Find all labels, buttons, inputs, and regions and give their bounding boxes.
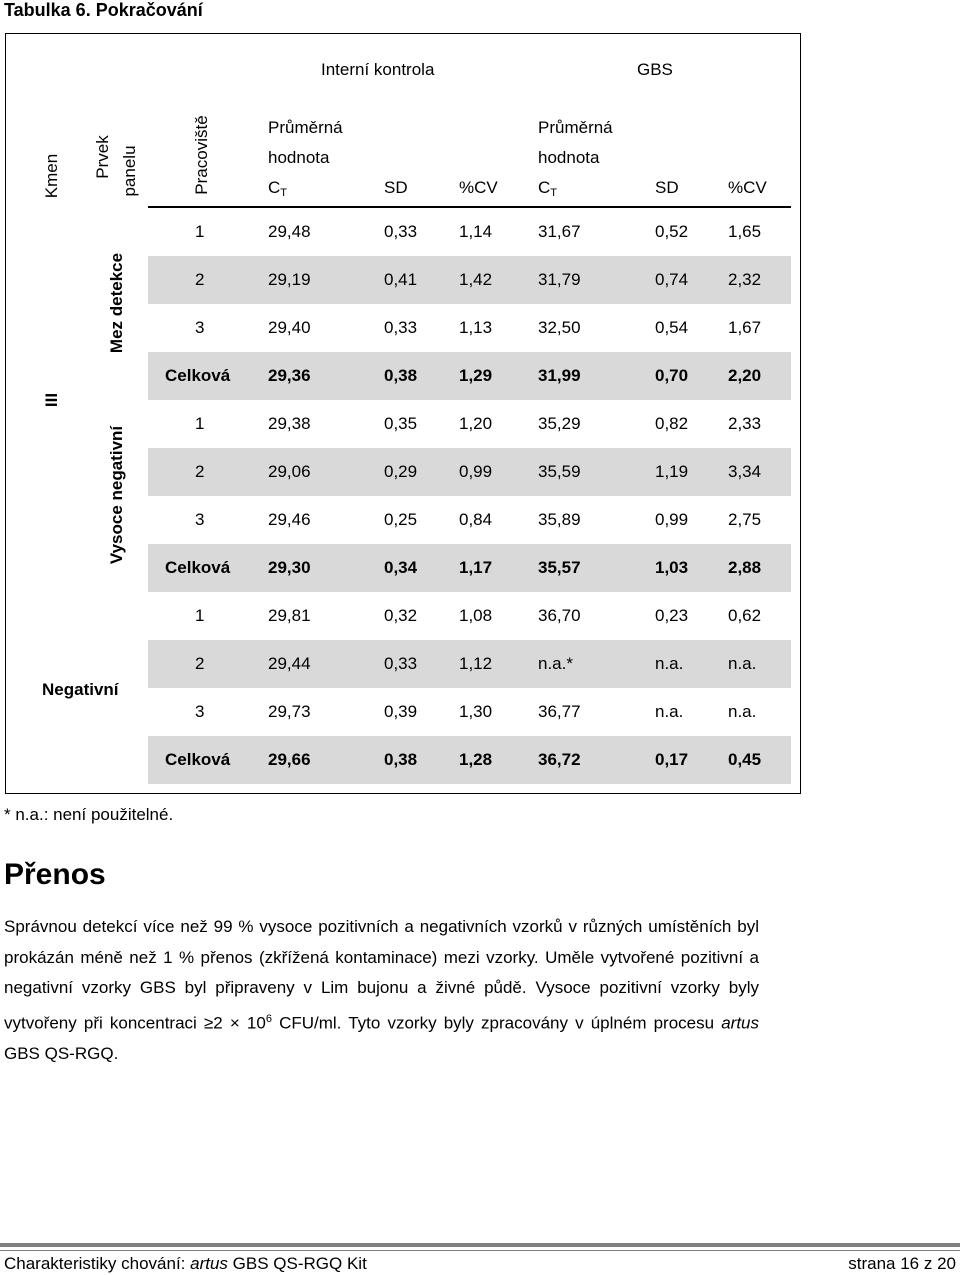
ic-cv-cell: 1,20 <box>459 414 493 433</box>
gbs-ct-cell: 36,77 <box>538 702 581 721</box>
gbs-ct-cell: 31,79 <box>538 270 581 289</box>
ic-cv-cell: 1,30 <box>459 702 493 721</box>
site-cell: 1 <box>195 606 205 625</box>
ic-sd-cell: 0,34 <box>384 558 418 577</box>
ic-ct-cell: 29,36 <box>268 366 311 385</box>
gbs-ct-cell: 36,70 <box>538 606 581 625</box>
gbs-sd-cell: 0,54 <box>655 318 689 337</box>
ic-cv-cell: 1,28 <box>459 750 493 769</box>
site-cell: 1 <box>195 414 205 433</box>
ic-cv-cell: 0,99 <box>459 462 493 481</box>
site-cell: 2 <box>195 270 205 289</box>
table-row <box>148 304 791 352</box>
ic-ct-cell: 29,38 <box>268 414 311 433</box>
ic-cv-cell: 1,42 <box>459 270 493 289</box>
gbs-avg-label-2: hodnota <box>538 148 600 167</box>
footer-rule-thin <box>0 1250 960 1251</box>
site-cell: 2 <box>195 462 205 481</box>
gbs-cv-cell: n.a. <box>728 654 757 673</box>
table-row <box>148 688 791 736</box>
gbs-ct-cell: 35,89 <box>538 510 581 529</box>
site-cell: 3 <box>195 510 205 529</box>
ic-sd-cell: 0,39 <box>384 702 418 721</box>
site-cell: 3 <box>195 702 205 721</box>
gbs-cv-cell: 0,45 <box>728 750 762 769</box>
panel-label-mez-detekce: Mez detekce <box>107 252 126 354</box>
ic-cv-cell: 1,14 <box>459 222 493 241</box>
site-cell: Celková <box>165 558 231 577</box>
site-cell: Celková <box>165 366 231 385</box>
col-header-prvek: Prvek <box>93 135 112 179</box>
table-row <box>148 496 791 544</box>
ic-sd-cell: 0,35 <box>384 414 418 433</box>
ic-sd-cell: 0,25 <box>384 510 418 529</box>
table-caption: Tabulka 6. Pokračování <box>4 0 203 20</box>
gbs-cv-cell: 2,20 <box>728 366 762 385</box>
gbs-sd-cell: 1,03 <box>655 558 689 577</box>
col-header-pracoviste: Pracoviště <box>192 115 211 195</box>
gbs-ct-cell: n.a.* <box>538 654 573 673</box>
panel-label-negativni: Negativní <box>42 680 119 699</box>
ic-sd-cell: 0,41 <box>384 270 418 289</box>
gbs-cv-cell: 0,62 <box>728 606 762 625</box>
table-row-total <box>148 736 791 784</box>
ic-cv-cell: 1,12 <box>459 654 493 673</box>
gbs-cv-header: %CV <box>728 178 767 197</box>
ic-cv-header: %CV <box>459 178 498 197</box>
gbs-ct-header: $C_T$ <box>538 178 558 199</box>
gbs-cv-cell: 1,65 <box>728 222 762 241</box>
ic-cv-cell: 1,29 <box>459 366 493 385</box>
ic-sd-cell: 0,33 <box>384 222 418 241</box>
group-header-gbs: GBS <box>637 60 673 79</box>
footer-rule <box>0 1243 960 1247</box>
gbs-sd-cell: 0,70 <box>655 366 689 385</box>
gbs-avg-label-1: Průměrná <box>538 118 613 137</box>
gbs-cv-cell: 2,33 <box>728 414 762 433</box>
gbs-sd-cell: 0,52 <box>655 222 689 241</box>
gbs-sd-cell: 1,19 <box>655 462 689 481</box>
table-row <box>148 208 791 256</box>
section-heading: Přenos <box>4 858 106 891</box>
section-paragraph: Správnou detekcí více než 99 % vysoce pozitivních a negativních vzorků v různých umístěních byl prokázán méně než 1 % přenos (zkřížená kontaminace) mezi vzorky. Uměle vytvořené pozitivní a negativní vzorky GBS byl připraveny v Lim bujonu a živné půdě. Vysoce pozitivní vzorky byly vytvořeny při koncentraci $\ge 2 \times 10^6$ CFU/ml. Tyto vzorky byly zpracovány v úplném procesu artus GBS QS-RGQ. <box>4 917 760 1063</box>
footer-title: Charakteristiky chování: artus GBS QS-RGQ Kit <box>4 1254 367 1273</box>
gbs-ct-cell: 36,72 <box>538 750 581 769</box>
gbs-ct-cell: 35,57 <box>538 558 581 577</box>
site-cell: 1 <box>195 222 205 241</box>
ic-sd-header: SD <box>384 178 408 197</box>
ic-sd-cell: 0,29 <box>384 462 418 481</box>
table-footnote: * n.a.: není použitelné. <box>4 805 174 824</box>
table-row <box>148 256 791 304</box>
gbs-sd-cell: n.a. <box>655 702 684 721</box>
page-number: strana 16 z 20 <box>848 1254 956 1273</box>
ic-sd-cell: 0,32 <box>384 606 418 625</box>
ic-ct-cell: 29,06 <box>268 462 311 481</box>
col-header-panelu: panelu <box>120 145 139 197</box>
gbs-ct-cell: 32,50 <box>538 318 581 337</box>
gbs-cv-cell: 2,88 <box>728 558 762 577</box>
ic-ct-cell: 29,46 <box>268 510 311 529</box>
gbs-ct-cell: 35,59 <box>538 462 581 481</box>
gbs-sd-cell: n.a. <box>655 654 684 673</box>
ic-sd-cell: 0,38 <box>384 366 418 385</box>
table-row <box>148 640 791 688</box>
gbs-cv-cell: 1,67 <box>728 318 762 337</box>
ic-sd-cell: 0,33 <box>384 318 418 337</box>
ic-ct-header: $C_T$ <box>268 178 288 199</box>
panel-label-vysoce-negativni: Vysoce negativní <box>107 425 126 565</box>
gbs-cv-cell: 3,34 <box>728 462 762 481</box>
table-row <box>148 592 791 640</box>
gbs-sd-header: SD <box>655 178 679 197</box>
ic-ct-cell: 29,30 <box>268 558 311 577</box>
ic-sd-cell: 0,38 <box>384 750 418 769</box>
col-header-kmen: Kmen <box>42 153 61 199</box>
table-row-total <box>148 544 791 592</box>
ic-avg-label-1: Průměrná <box>268 118 343 137</box>
table-row-total <box>148 352 791 400</box>
gbs-ct-cell: 35,29 <box>538 414 581 433</box>
group-header-internal-control: Interní kontrola <box>321 60 435 79</box>
gbs-sd-cell: 0,99 <box>655 510 689 529</box>
ic-cv-cell: 0,84 <box>459 510 493 529</box>
ic-ct-cell: 29,81 <box>268 606 311 625</box>
site-cell: 2 <box>195 654 205 673</box>
table-row <box>148 400 791 448</box>
site-cell: 3 <box>195 318 205 337</box>
ic-ct-cell: 29,19 <box>268 270 311 289</box>
ic-ct-cell: 29,73 <box>268 702 311 721</box>
ic-ct-cell: 29,40 <box>268 318 311 337</box>
gbs-cv-cell: 2,32 <box>728 270 762 289</box>
ic-cv-cell: 1,13 <box>459 318 493 337</box>
ic-cv-cell: 1,08 <box>459 606 493 625</box>
gbs-ct-cell: 31,67 <box>538 222 581 241</box>
gbs-cv-cell: n.a. <box>728 702 757 721</box>
ic-avg-label-2: hodnota <box>268 148 330 167</box>
gbs-sd-cell: 0,74 <box>655 270 689 289</box>
ic-ct-cell: 29,48 <box>268 222 311 241</box>
gbs-cv-cell: 2,75 <box>728 510 762 529</box>
ic-ct-cell: 29,44 <box>268 654 311 673</box>
gbs-ct-cell: 31,99 <box>538 366 581 385</box>
gbs-sd-cell: 0,17 <box>655 750 689 769</box>
ic-ct-cell: 29,66 <box>268 750 311 769</box>
site-cell: Celková <box>165 750 231 769</box>
ic-sd-cell: 0,33 <box>384 654 418 673</box>
strain-label: III <box>42 392 61 408</box>
table-row <box>148 448 791 496</box>
gbs-sd-cell: 0,82 <box>655 414 689 433</box>
ic-cv-cell: 1,17 <box>459 558 493 577</box>
gbs-sd-cell: 0,23 <box>655 606 689 625</box>
